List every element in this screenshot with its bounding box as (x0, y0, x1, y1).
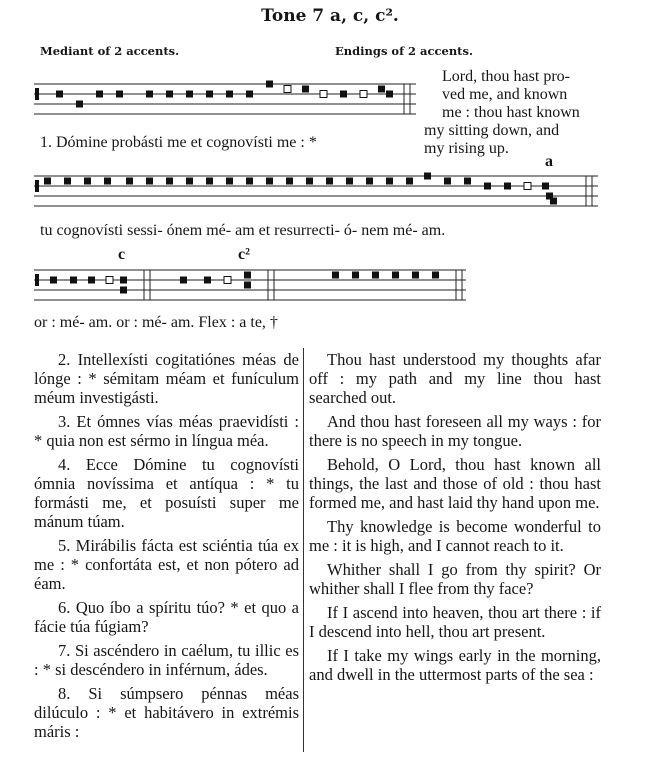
staff-2 (34, 176, 598, 206)
chant-note (464, 178, 471, 185)
english-intro-line: me : thou hast known (442, 104, 580, 121)
chant-note (70, 277, 77, 284)
chant-note (320, 91, 327, 98)
english-intro-line: my sitting down, and (424, 122, 560, 139)
chant-note (246, 91, 253, 98)
english-verse-6: Whither shall I go from thy spirit? Or whither shall I flee from thy face? (309, 560, 601, 598)
chant-note (126, 178, 133, 185)
ending-c2-label: c² (238, 246, 250, 263)
chant-note (386, 91, 393, 98)
chant-note (166, 91, 173, 98)
chant-note (224, 277, 231, 284)
chant-note (226, 91, 233, 98)
chant-note (44, 178, 51, 185)
chant-note (120, 277, 127, 284)
clef (35, 180, 39, 192)
latin-column (34, 350, 299, 741)
latin-verse-3: 3. Et ómnes vías méas praevidísti : * quia non est sérmo in língua méa. (34, 412, 299, 450)
chant-line-2: tu cognovísti sessi- ónem mé- am et resurrecti- ó- nem mé- am. (40, 222, 446, 239)
english-verse-7: If I ascend into heaven, thou art there : if I descend into hell, thou art present. (309, 603, 601, 641)
latin-verse-2: 2. Intellexísti cogitatiónes méas de lónge : * sémitam méam et funículum méum investigásti. (34, 350, 299, 407)
chant-note (412, 272, 419, 279)
chant-note (306, 178, 313, 185)
chant-note (106, 277, 113, 284)
chant-note (504, 183, 511, 190)
chant-note (542, 183, 549, 190)
chant-note (284, 86, 291, 93)
staff-1 (34, 84, 416, 114)
chant-note (378, 86, 385, 93)
chant-note (186, 178, 193, 185)
english-verse-8: If I take my wings early in the morning, and dwell in the uttermost parts of the sea : (309, 646, 601, 684)
chant-note (484, 183, 491, 190)
english-verse-2: Thou hast understood my thoughts afar off : my path and my line thou hast searched out. (309, 350, 601, 407)
clef (35, 274, 39, 286)
chant-note (392, 272, 399, 279)
chant-note (432, 272, 439, 279)
chant-note (116, 91, 123, 98)
chant-note (524, 183, 531, 190)
chant-line-1: 1. Dómine probásti me et cognovísti me : * (40, 134, 317, 151)
english-column (309, 350, 601, 684)
latin-verse-4: 4. Ecce Dómine tu cognovísti ómnia novíssima et antíqua : * tu formásti me, et posuísti super me mánum túam. (34, 455, 299, 531)
chant-note (96, 91, 103, 98)
endings-label: Endings of 2 accents. (335, 44, 473, 58)
chant-note (286, 178, 293, 185)
chant-note (246, 178, 253, 185)
latin-verse-8: 8. Si súmpsero pénnas méas dilúculo : * et habitávero in extrémis máris : (34, 684, 299, 741)
ending-c-label: c (118, 246, 126, 263)
chant-note (146, 91, 153, 98)
chant-note (266, 81, 273, 88)
chant-note (550, 198, 557, 205)
latin-verse-6: 6. Quo íbo a spíritu túo? * et quo a fácie túa fúgiam? (34, 598, 299, 636)
chant-note (88, 277, 95, 284)
latin-verse-5: 5. Mirábilis fácta est sciéntia túa ex me : * confortáta est, et non pótero ad éam. (34, 536, 299, 593)
chant-note (302, 86, 309, 93)
chant-note (206, 91, 213, 98)
chant-note (244, 282, 251, 289)
chant-note (50, 277, 57, 284)
english-intro-line: ved me, and known (442, 86, 568, 103)
chant-note (206, 178, 213, 185)
page-title: Tone 7 a, c, c². (261, 6, 399, 26)
chant-line-3: or : mé- am. or : mé- am. Flex : a te, † (34, 314, 278, 331)
chant-note (372, 272, 379, 279)
chant-note (326, 178, 333, 185)
chant-note (244, 272, 251, 279)
english-intro-line: my rising up. (424, 140, 509, 157)
chant-note (226, 178, 233, 185)
chant-note (346, 178, 353, 185)
latin-verse-7: 7. Si ascéndero in caélum, tu illic es : * si descéndero in inférnum, ádes. (34, 641, 299, 679)
chant-note (266, 178, 273, 185)
chant-note (56, 91, 63, 98)
chant-note (366, 178, 373, 185)
ending-a-label: a (545, 153, 553, 170)
chant-note (180, 277, 187, 284)
chant-note (166, 178, 173, 185)
chant-note (444, 178, 451, 185)
chant-note (186, 91, 193, 98)
chant-note (120, 287, 127, 294)
chant-note (424, 173, 431, 180)
english-verse-4: Behold, O Lord, thou hast known all things, the last and those of old : thou hast formed me, and hast laid thy hand upon me. (309, 455, 601, 512)
chant-note (406, 178, 413, 185)
english-intro (424, 68, 580, 158)
chant-note (386, 178, 393, 185)
chant-note (352, 272, 359, 279)
english-intro-line: Lord, thou hast pro- (442, 68, 570, 85)
chant-note (332, 272, 339, 279)
chant-note (204, 277, 211, 284)
chant-note (146, 178, 153, 185)
mediant-label: Mediant of 2 accents. (40, 44, 180, 58)
english-verse-5: Thy knowledge is become wonderful to me : it is high, and I cannot reach to it. (309, 517, 601, 555)
clef (35, 88, 39, 100)
chant-note (84, 178, 91, 185)
english-verse-3: And thou hast foreseen all my ways : for there is no speech in my tongue. (309, 412, 601, 450)
chant-note (340, 91, 347, 98)
chant-note (104, 178, 111, 185)
chant-note (76, 101, 83, 108)
column-divider (303, 348, 304, 752)
chant-note (64, 178, 71, 185)
chant-note (360, 91, 367, 98)
